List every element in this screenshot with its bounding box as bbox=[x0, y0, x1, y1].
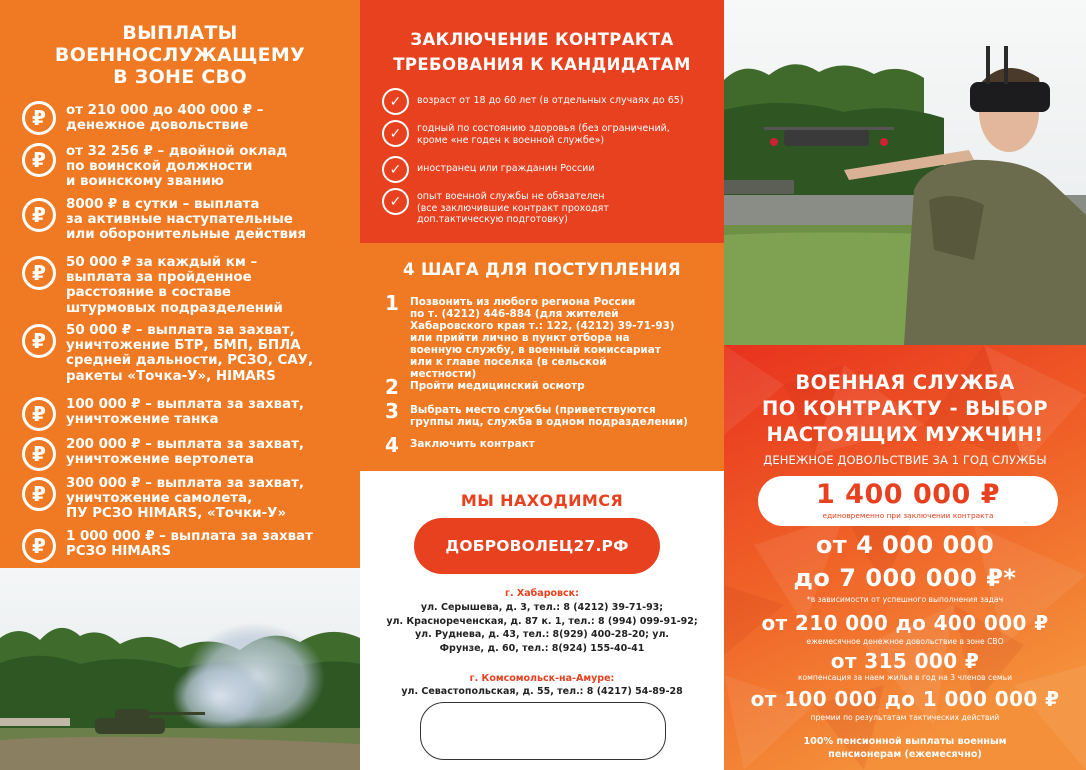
soldier-with-drone-photo bbox=[724, 0, 1086, 345]
website-link-button[interactable]: ДОБРОВОЛЕЦ27.РФ bbox=[414, 518, 660, 574]
city-komsomolsk: г. Комсомольск-на-Амуре: bbox=[469, 673, 615, 684]
steps-title: 4 ШАГА ДЛЯ ПОСТУПЛЕНИЯ bbox=[402, 260, 682, 279]
ruble-circle-icon: ₽ bbox=[22, 198, 56, 232]
payments-panel bbox=[0, 0, 360, 568]
payment-item: ₽ 50 000 ₽ – выплата за захват, уничтожение БТР, БМП, БПЛА средней дальности, РСЗО, САУ, ракеты «Точка-У», HIMARS bbox=[22, 323, 352, 384]
step-number: 3 bbox=[385, 399, 399, 423]
ruble-circle-icon: ₽ bbox=[22, 324, 56, 358]
lump-sum-note: единовременно при заключении контракта bbox=[822, 511, 994, 520]
checkmark-circle-icon: ✓ bbox=[382, 188, 409, 215]
promo-panel bbox=[724, 345, 1086, 770]
payment-item: ₽ 8000 ₽ в сутки – выплата за активные наступательные или оборонительные действия bbox=[22, 197, 352, 243]
payments-title: ВЫПЛАТЫ ВОЕННОСЛУЖАЩЕМУ В ЗОНЕ СВО bbox=[54, 22, 306, 88]
monthly-pay-note: ежемесячное денежное довольствие в зоне СВО bbox=[806, 637, 1004, 646]
contacts-panel bbox=[360, 471, 724, 770]
requirement-item: ✓ возраст от 18 до 60 лет (в отдельных случаях до 65) bbox=[382, 88, 712, 115]
annual-range-to: до 7 000 000 ₽* bbox=[793, 564, 1017, 592]
tank-in-field-photo bbox=[0, 568, 360, 770]
komsomolsk-address: ул. Севастопольская, д. 55, тел.: 8 (4217) 54-89-28 bbox=[401, 686, 683, 697]
housing-compensation-note: компенсация за наем жилья в год на 3 членов семьи bbox=[797, 673, 1013, 682]
housing-compensation-amount: от 315 000 ₽ bbox=[830, 649, 980, 673]
ruble-circle-icon: ₽ bbox=[22, 437, 56, 471]
checkmark-circle-icon: ✓ bbox=[382, 88, 409, 115]
pension-note: 100% пенсионной выплаты военным пенсионерам (ежемесячно) bbox=[803, 736, 1007, 760]
payment-item: ₽ 300 000 ₽ – выплата за захват, уничтожение самолета, ПУ РСЗО HIMARS, «Точки-У» bbox=[22, 476, 352, 522]
lump-sum-pill bbox=[758, 476, 1058, 526]
annual-range-note: *в зависимости от успешного выполнения задач bbox=[806, 595, 1004, 604]
ruble-circle-icon: ₽ bbox=[22, 143, 56, 177]
monthly-pay-amount: от 210 000 до 400 000 ₽ bbox=[761, 611, 1049, 635]
blank-stamp-area bbox=[420, 702, 666, 760]
step-item: 3 Выбрать место службы (приветствуются группы лиц, служба в одном подразделении) bbox=[385, 399, 688, 428]
khabarovsk-addresses: ул. Серышева, д. 3, тел.: 8 (4212) 39-71-93; ул. Краснореченская, д. 87 к. 1, тел.: 8 (994) 099-91-92; ул. Руднева, д. 43, тел.: 8(929) 400-28-20; ул. Фрунзе, д. 60, тел.: 8(924) 155-40-41 bbox=[386, 602, 698, 654]
annual-range-from: от 4 000 000 bbox=[815, 531, 995, 559]
payment-item: ₽ от 210 000 до 400 000 ₽ – денежное довольствие bbox=[22, 100, 352, 135]
contacts-title: МЫ НАХОДИМСЯ bbox=[460, 491, 624, 510]
step-number: 2 bbox=[385, 375, 399, 399]
bonus-amount: от 100 000 до 1 000 000 ₽ bbox=[750, 687, 1060, 711]
requirement-item: ✓ иностранец или гражданин России bbox=[382, 156, 712, 183]
ruble-circle-icon: ₽ bbox=[22, 397, 56, 431]
payment-item: ₽ 50 000 ₽ за каждый км – выплата за пройденное расстояние в составе штурмовых подразделений bbox=[22, 255, 352, 316]
payment-item: ₽ 1 000 000 ₽ – выплата за захват РСЗО HIMARS bbox=[22, 528, 352, 563]
requirement-item: ✓ годный по состоянию здоровья (без ограничений, кроме «не годен к военной службе») bbox=[382, 120, 712, 147]
payment-item: ₽ от 32 256 ₽ – двойной оклад по воинской должности и воинскому званию bbox=[22, 142, 352, 190]
checkmark-circle-icon: ✓ bbox=[382, 156, 409, 183]
requirements-title: ЗАКЛЮЧЕНИЕ КОНТРАКТА ТРЕБОВАНИЯ К КАНДИДАТАМ bbox=[393, 30, 691, 74]
promo-title: ВОЕННАЯ СЛУЖБА ПО КОНТРАКТУ - ВЫБОР НАСТОЯЩИХ МУЖЧИН! bbox=[762, 371, 1048, 446]
step-item: 4 Заключить контракт bbox=[385, 433, 535, 457]
ruble-circle-icon: ₽ bbox=[22, 477, 56, 511]
ruble-circle-icon: ₽ bbox=[22, 101, 56, 135]
city-khabarovsk: г. Хабаровск: bbox=[505, 588, 579, 599]
promo-subtitle: ДЕНЕЖНОЕ ДОВОЛЬСТВИЕ ЗА 1 ГОД СЛУЖБЫ bbox=[763, 453, 1047, 467]
bonus-note: премии по результатам тактических действий bbox=[810, 713, 1000, 722]
ruble-circle-icon: ₽ bbox=[22, 529, 56, 563]
step-number: 4 bbox=[385, 433, 399, 457]
payment-item: ₽ 200 000 ₽ – выплата за захват, уничтожение вертолета bbox=[22, 436, 352, 471]
step-number: 1 bbox=[385, 291, 399, 315]
steps-panel bbox=[360, 243, 724, 471]
checkmark-circle-icon: ✓ bbox=[382, 120, 409, 147]
step-item: 2 Пройти медицинский осмотр bbox=[385, 375, 585, 399]
lump-sum-amount: 1 400 000 ₽ bbox=[816, 479, 1000, 510]
requirement-item: ✓ опыт военной службы не обязателен (все заключившие контракт проходят доп.тактическую подготовку) bbox=[382, 188, 712, 226]
step-item: 1 Позвонить из любого региона России по т. (4212) 446-884 (для жителей Хабаровского края т.: 122, (4212) 39-71-93) или прийти лично в пункт отбора на военную службу, в военный комиссариат или к главе поселка (в сельской местности) bbox=[385, 291, 675, 380]
payment-item: ₽ 100 000 ₽ – выплата за захват, уничтожение танка bbox=[22, 396, 352, 431]
requirements-panel bbox=[360, 0, 724, 243]
ruble-circle-icon: ₽ bbox=[22, 256, 56, 290]
